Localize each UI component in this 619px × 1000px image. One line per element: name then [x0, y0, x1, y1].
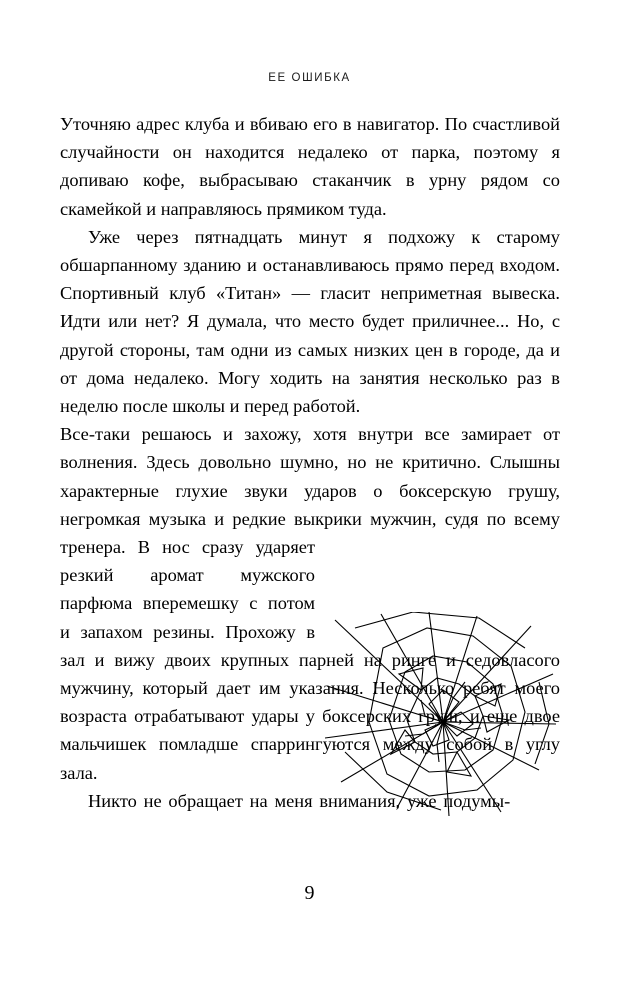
body-text	[60, 110, 560, 815]
running-head: ЕЕ ОШИБКА	[268, 72, 351, 84]
paragraph-3: Все-таки решаюсь и захожу, хотя внутри все замирает от волнения. Здесь довольно шумно, но не критично. Слышны характерные глухие звуки ударов о боксерскую грушу, негромкая музыка и редкие выкрики мужчин, судя по всему тренера. В нос сразу ударяет резкий аромат мужского парфюма вперемешку с потом и запахом резины. Прохожу в зал и вижу двоих крупных парней на ринге и седовласого мужчину, который дает им указания. Несколько ребят моего возраста отрабатывают удары у боксерских груш, и еще двое мальчишек помладше спаррингуются между собой в углу зала.	[60, 424, 560, 783]
paragraph-2: Уже через пятнадцать минут я подхожу к старому обшарпанному зданию и останавливаюсь прямо перед входом. Спортивный клуб «Титан» — гласит неприметная вывеска. Идти или нет? Я думала, что место будет приличнее... Но, с другой стороны, там одни из самых низких цен в городе, да и от дома недалеко. Могу ходить на занятия несколько раз в неделю после школы и перед работой.	[60, 226, 560, 417]
page-number: 9	[304, 882, 315, 904]
paragraph-1: Уточняю адрес клуба и вбиваю его в навигатор. По счастливой случайности он находится недалеко от парка, поэтому я допиваю кофе, выбрасываю стаканчик в урну рядом со скамейкой и направляюсь прямиком туда.	[60, 114, 560, 219]
paragraph-4: Никто не обращает на меня внимания, уже подумы-	[88, 790, 511, 811]
